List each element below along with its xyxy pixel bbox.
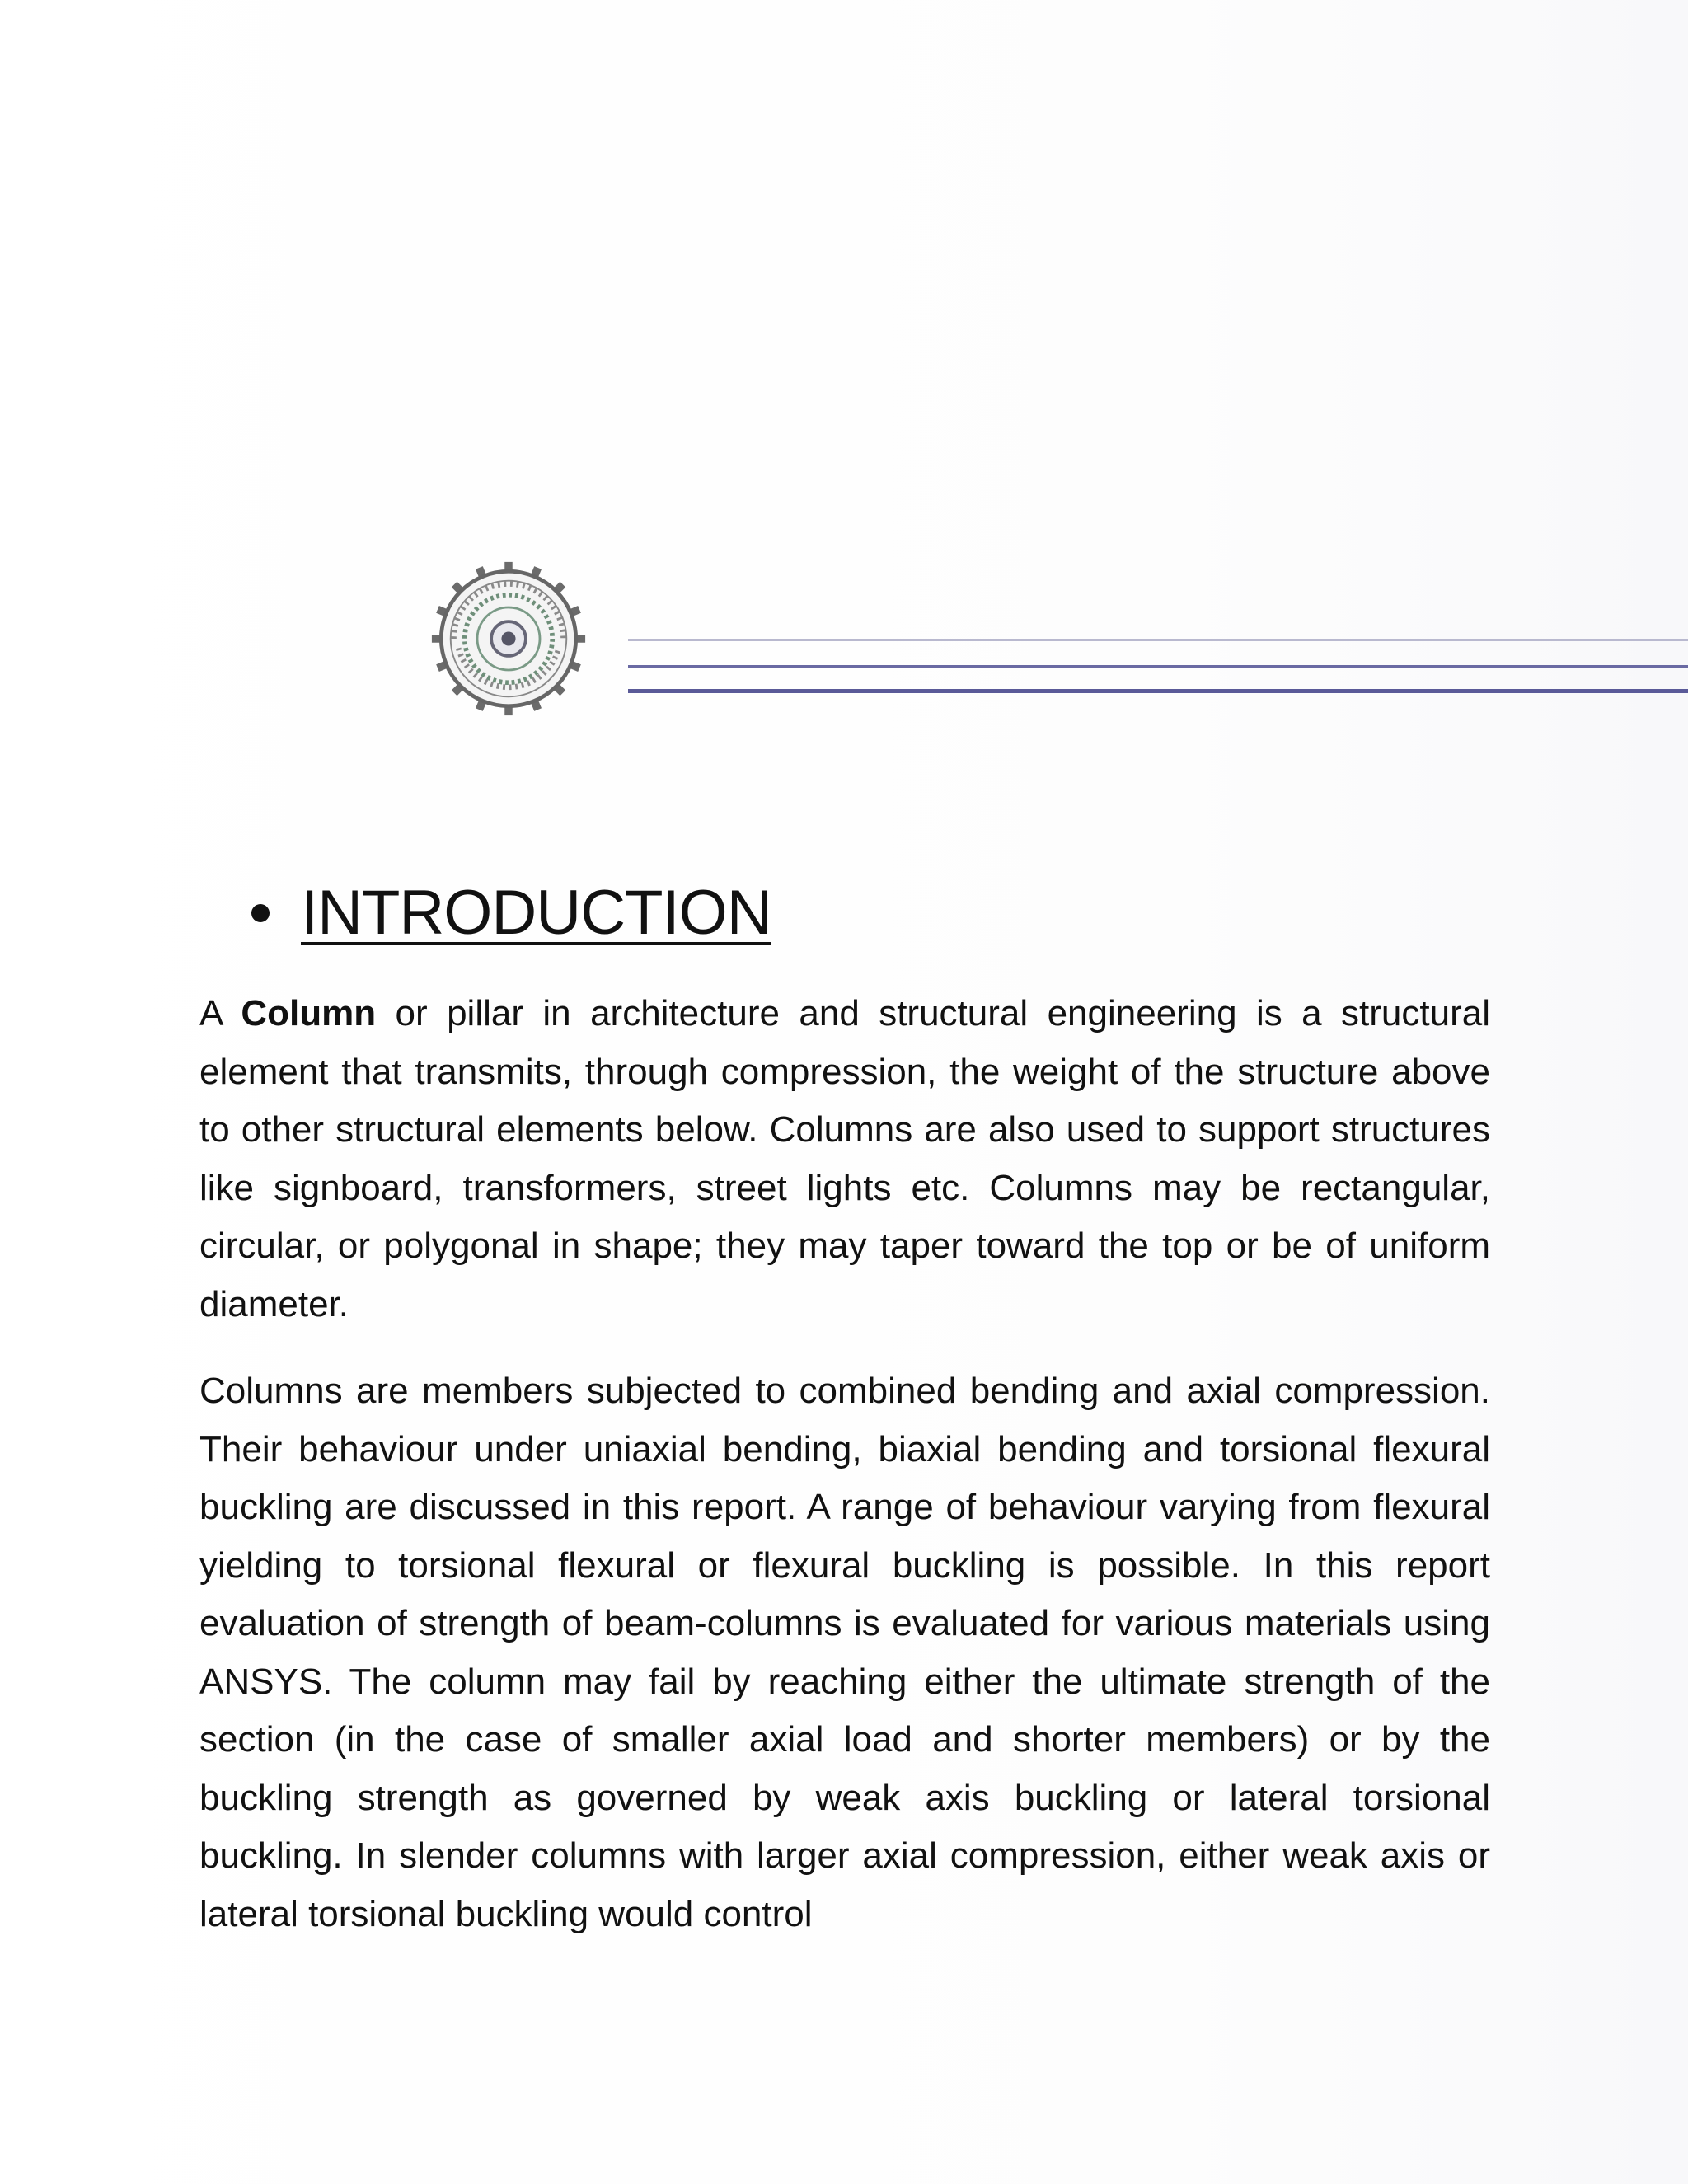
header-rule-middle: [628, 665, 1688, 668]
header-rule-bottom: [628, 689, 1688, 693]
para1-text: or pillar in architecture and structural engineering is a structural element that transmits, through compression, the weight of the structure above to other structural elements below. Columns are also used to support structures like signboard, transformers, street lights etc. Columns may be rectangular, circular, or polygonal in shape; they may taper toward the top or be of uniform diameter.: [199, 993, 1490, 1324]
intro-paragraph-1: [199, 985, 1490, 1333]
bullet-icon: [251, 904, 270, 922]
section-heading-text: INTRODUCTION: [301, 878, 771, 948]
institute-seal-logo: [430, 560, 587, 717]
section-heading: [251, 874, 771, 953]
header-rule-top: [628, 639, 1688, 641]
intro-paragraph-2: Columns are members subjected to combined bending and axial compression. Their behaviour under uniaxial bending, biaxial bending and torsional flexural buckling are discussed in this report. A range of behaviour varying from flexural yielding to torsional flexural or flexural buckling is possible. In this report evaluation of strength of beam-columns is evaluated for various materials using ANSYS. The column may fail by reaching either the ultimate strength of the section (in the case of smaller axial load and shorter members) or by the buckling strength as governed by weak axis buckling or lateral torsional buckling. In slender columns with larger axial compression, either weak axis or lateral torsional buckling would control: [199, 1371, 1490, 1934]
para1-term: Column: [241, 993, 377, 1033]
para1-prefix: A: [199, 993, 241, 1033]
